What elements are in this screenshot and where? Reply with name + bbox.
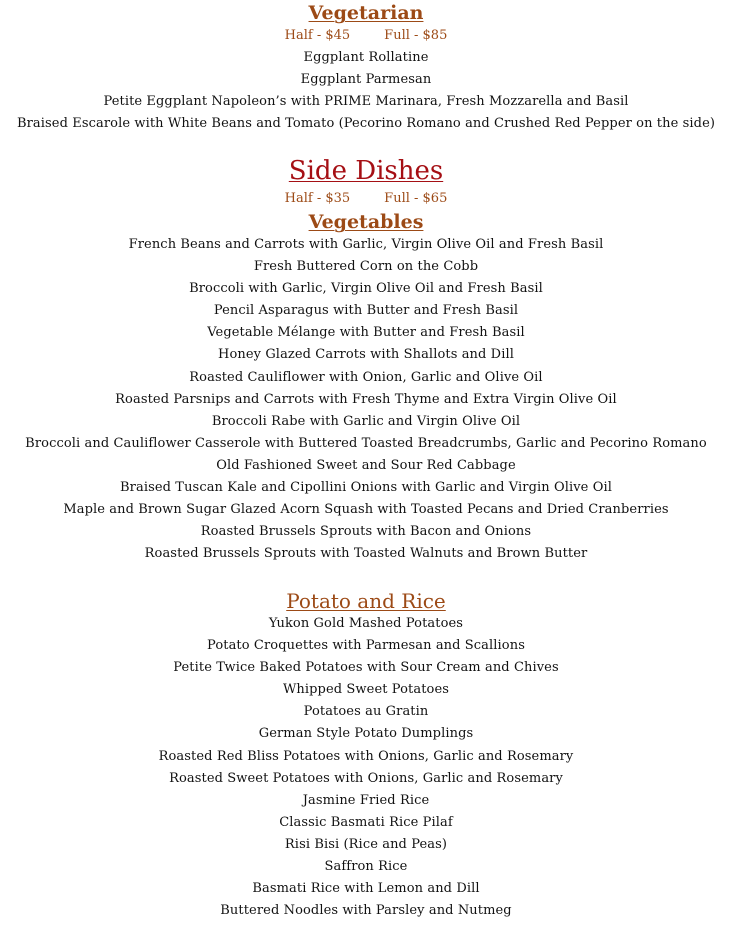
- menu-item: Petite Eggplant Napoleon’s with PRIME Marinara, Fresh Mozzarella and Basil: [103, 94, 629, 110]
- menu-item: Braised Tuscan Kale and Cipollini Onions with Garlic and Virgin Olive Oil: [120, 480, 612, 496]
- menu-item: Basmati Rice with Lemon and Dill: [252, 881, 480, 897]
- side-dishes-price-row: [0, 188, 732, 210]
- menu-item: Roasted Sweet Potatoes with Onions, Garlic and Rosemary: [169, 770, 563, 786]
- menu-item: Jasmine Fried Rice: [302, 792, 430, 808]
- side-dishes-full-price: Full - $65: [384, 191, 448, 206]
- menu-item: Braised Escarole with White Beans and Tomato (Pecorino Romano and Crushed Red Pepper on the side): [16, 116, 716, 132]
- menu-item: Maple and Brown Sugar Glazed Acorn Squash with Toasted Pecans and Dried Cranberries: [63, 502, 669, 518]
- menu-item: Saffron Rice: [324, 859, 408, 875]
- vegetables-heading: Vegetables: [308, 211, 424, 233]
- menu-item: Old Fashioned Sweet and Sour Red Cabbage: [216, 457, 516, 473]
- menu-item: Honey Glazed Carrots with Shallots and Dill: [218, 347, 514, 363]
- menu-item: Roasted Cauliflower with Onion, Garlic and Olive Oil: [189, 369, 543, 385]
- menu-item: Eggplant Parmesan: [300, 72, 432, 88]
- menu-item: Eggplant Rollatine: [303, 50, 429, 65]
- menu-item: Buttered Noodles with Parsley and Nutmeg: [220, 903, 512, 919]
- menu-item: Roasted Red Bliss Potatoes with Onions, Garlic and Rosemary: [158, 748, 574, 764]
- menu-item: Whipped Sweet Potatoes: [282, 682, 450, 698]
- menu-item: Vegetable Mélange with Butter and Fresh Basil: [207, 325, 525, 341]
- vegetarian-full-price: Full - $85: [384, 28, 448, 43]
- menu-item: Pencil Asparagus with Butter and Fresh Basil: [213, 303, 519, 319]
- vegetables-item-list: [0, 234, 732, 565]
- menu-item: Yukon Gold Mashed Potatoes: [268, 616, 464, 631]
- menu-item: Risi Bisi (Rice and Peas): [284, 836, 448, 852]
- potato-rice-item-list: [0, 613, 732, 922]
- side-dishes-heading: Side Dishes: [288, 156, 444, 186]
- vegetarian-section: [0, 0, 732, 135]
- menu-item: Broccoli Rabe with Garlic and Virgin Olive Oil: [211, 413, 521, 429]
- menu-item: German Style Potato Dumplings: [258, 726, 474, 742]
- vegetarian-price-row: [0, 25, 732, 47]
- potato-rice-heading: Potato and Rice: [286, 589, 446, 613]
- side-dishes-half-price: Half - $35: [284, 191, 351, 206]
- menu-item: Potatoes au Gratin: [303, 704, 429, 720]
- vegetarian-item-list: [0, 47, 732, 135]
- menu-item: Broccoli and Cauliflower Casserole with Buttered Toasted Breadcrumbs, Garlic and Pecorino Romano: [25, 435, 707, 451]
- menu-item: Petite Twice Baked Potatoes with Sour Cream and Chives: [173, 660, 559, 676]
- potato-rice-section: [0, 589, 732, 922]
- menu-item: Roasted Parsnips and Carrots with Fresh Thyme and Extra Virgin Olive Oil: [115, 391, 617, 407]
- menu-item: Potato Croquettes with Parmesan and Scallions: [207, 638, 525, 654]
- menu-item: French Beans and Carrots with Garlic, Virgin Olive Oil and Fresh Basil: [128, 237, 604, 252]
- menu-item: Roasted Brussels Sprouts with Bacon and Onions: [200, 524, 532, 540]
- menu-item: Fresh Buttered Corn on the Cobb: [253, 259, 479, 275]
- vegetarian-half-price: Half - $45: [284, 28, 351, 43]
- menu-item: Roasted Brussels Sprouts with Toasted Walnuts and Brown Butter: [144, 546, 588, 562]
- vegetarian-heading: Vegetarian: [308, 2, 424, 24]
- menu-item: Classic Basmati Rice Pilaf: [279, 814, 453, 830]
- menu-item: Broccoli with Garlic, Virgin Olive Oil and Fresh Basil: [189, 281, 543, 297]
- side-dishes-section: [0, 154, 732, 565]
